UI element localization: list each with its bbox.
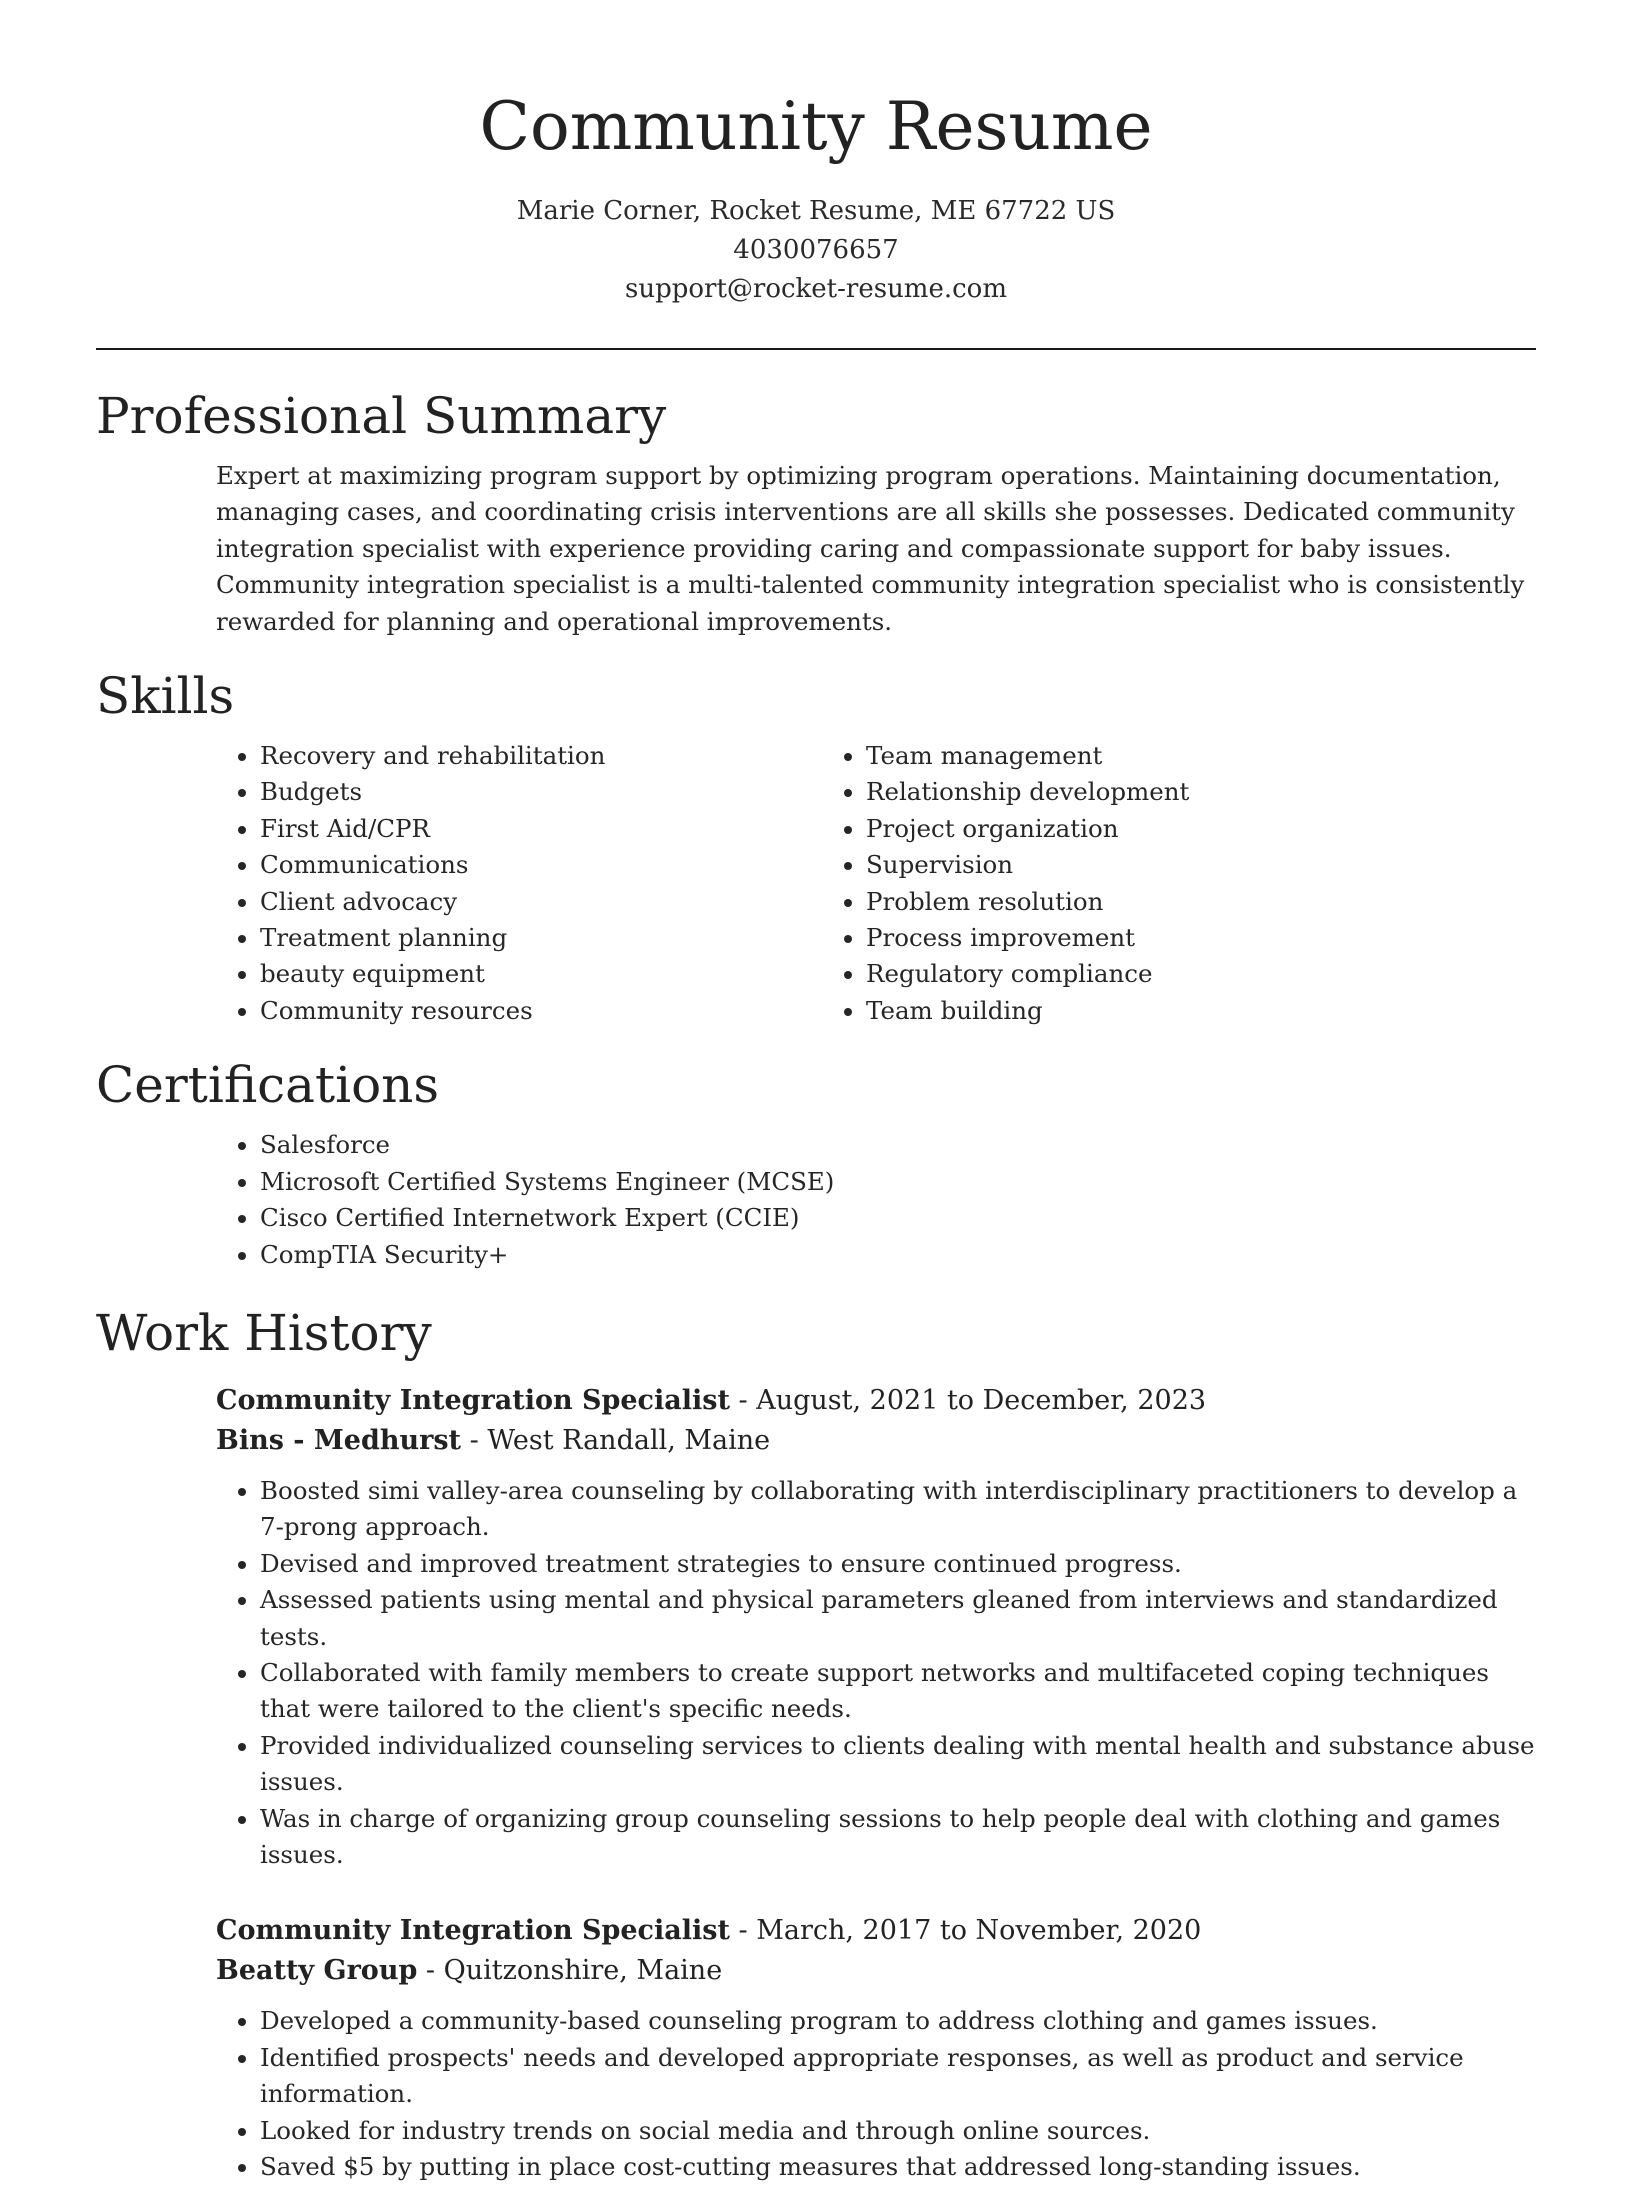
resume-title: Community Resume <box>479 88 1153 165</box>
skill-item: • beauty equipment <box>260 956 822 992</box>
skill-item: • Project organization <box>866 811 1422 847</box>
certification-item: • Microsoft Certified Systems Engineer (MCSE) <box>260 1164 1536 1200</box>
job-entry <box>216 1381 1536 1873</box>
contact-address: Marie Corner, Rocket Resume, ME 67722 US <box>516 196 1116 226</box>
job-company: Bins - Medhurst <box>216 1424 462 1456</box>
skill-item: • Team building <box>866 993 1422 1029</box>
job-dates: - August, 2021 to December, 2023 <box>729 1384 1207 1416</box>
contact-phone: 4030076657 <box>733 235 899 265</box>
job-bullet: • Boosted simi valley-area counseling by collaborating with interdisciplinary practitioners to develop a 7-prong approach. <box>260 1473 1536 1546</box>
job-title: Community Integration Specialist <box>216 1384 730 1416</box>
work-history-section <box>96 1301 1536 2185</box>
job-bullet: • Provided individualized counseling services to clients dealing with mental health and substance abuse issues. <box>260 1728 1536 1801</box>
summary-text: Expert at maximizing program support by optimizing program operations. Maintaining documentation, managing cases, and coordinating crisis interventions are all skills she possesses. Dedicated community integration specialist with experience providing caring and compassionate support for baby issues. Community integration specialist is a multi-talented community integration specialist who is consistently rewarded for planning and operational improvements. <box>216 461 1525 636</box>
professional-summary-section <box>96 384 1536 640</box>
section-heading-summary: Professional Summary <box>96 387 667 445</box>
skill-item: • Process improvement <box>866 920 1422 956</box>
certification-item: • Cisco Certified Internetwork Expert (CCIE) <box>260 1200 1536 1236</box>
skill-item: • Team management <box>866 738 1422 774</box>
certifications-list <box>216 1127 1536 1273</box>
skill-item: • Recovery and rehabilitation <box>260 738 822 774</box>
job-bullet: • Looked for industry trends on social media and through online sources. <box>260 2113 1536 2149</box>
skill-item: • Treatment planning <box>260 920 822 956</box>
skill-item: • Community resources <box>260 993 822 1029</box>
resume-header <box>96 0 1536 309</box>
job-bullet: • Assessed patients using mental and physical parameters gleaned from interviews and standardized tests. <box>260 1582 1536 1655</box>
certifications-section <box>96 1053 1536 1273</box>
section-heading-certifications: Certifications <box>96 1056 440 1115</box>
job-company: Beatty Group <box>216 1955 418 1987</box>
skills-section <box>96 664 1536 1029</box>
job-title: Community Integration Specialist <box>216 1915 730 1947</box>
skill-item: • First Aid/CPR <box>260 811 822 847</box>
certifications-container <box>216 1127 1536 1273</box>
skill-item: • Relationship development <box>866 774 1422 810</box>
job-bullets <box>216 2003 1536 2185</box>
job-title-line <box>216 1911 1536 1951</box>
contact-email: support@rocket-resume.com <box>624 274 1007 304</box>
contact-info <box>96 192 1536 309</box>
skill-item: • Regulatory compliance <box>866 956 1422 992</box>
section-heading-work-history: Work History <box>96 1303 432 1362</box>
header-divider <box>96 348 1536 350</box>
job-company-line <box>216 1421 1536 1461</box>
job-bullet: • Devised and improved treatment strategies to ensure continued progress. <box>260 1546 1536 1582</box>
job-company-line <box>216 1951 1536 1991</box>
job-bullets <box>216 1473 1536 1873</box>
job-bullet: • Developed a community-based counseling program to address clothing and games issues. <box>260 2003 1536 2039</box>
skill-item: • Budgets <box>260 774 822 810</box>
section-heading-skills: Skills <box>96 667 235 726</box>
job-bullet: • Was in charge of organizing group counseling sessions to help people deal with clothing and games issues. <box>260 1801 1536 1874</box>
skill-item: • Supervision <box>866 847 1422 883</box>
skill-item: • Problem resolution <box>866 884 1422 920</box>
job-bullet: • Identified prospects' needs and developed appropriate responses, as well as product and service information. <box>260 2040 1536 2113</box>
job-title-line <box>216 1381 1536 1421</box>
job-location: - West Randall, Maine <box>461 1424 771 1456</box>
skills-list-left <box>216 738 822 1029</box>
certification-item: • CompTIA Security+ <box>260 1237 1536 1273</box>
skill-item: • Communications <box>260 847 822 883</box>
job-location: - Quitzonshire, Maine <box>417 1955 723 1987</box>
resume-page <box>96 0 1536 2185</box>
job-bullet: • Saved $5 by putting in place cost-cutting measures that addressed long-standing issues. <box>260 2149 1536 2185</box>
certification-item: • Salesforce <box>260 1127 1536 1163</box>
job-dates: - March, 2017 to November, 2020 <box>729 1915 1202 1947</box>
skill-item: • Client advocacy <box>260 884 822 920</box>
job-bullet: • Collaborated with family members to create support networks and multifaceted coping techniques that were tailored to the client's specific needs. <box>260 1655 1536 1728</box>
skills-list-right <box>822 738 1422 1029</box>
skills-columns <box>216 738 1536 1029</box>
job-entry <box>216 1911 1536 2185</box>
